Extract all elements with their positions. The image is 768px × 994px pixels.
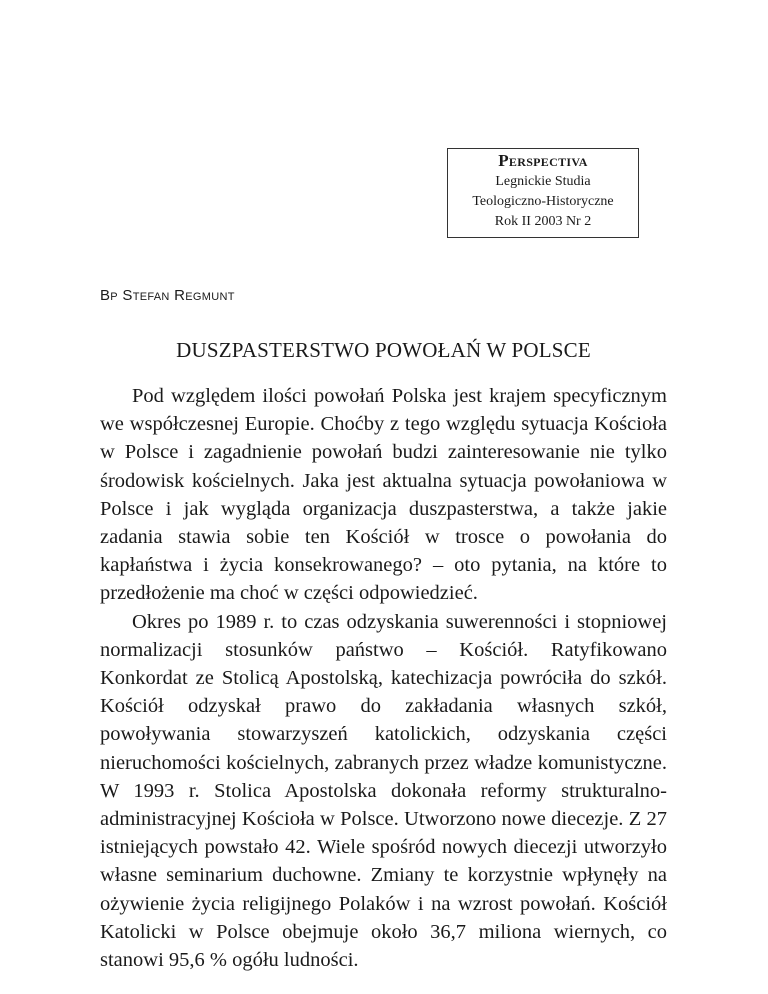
paragraph-2: Okres po 1989 r. to czas odzyskania suwerenności i stopniowej normalizacji stosunków państwo – Kościół. Ratyfikowano Konkordat ze Stolicą Apostolską, katechizacja powróciła do szkół. Kościół odzyskał prawo do zakładania własnych szkół, powoływania stowarzyszeń katolickich, odzyskania części nieruchomości kościelnych, zabranych przez władze komunistyczne. W 1993 r. Stolica Apostolska dokonała reformy strukturalno-administracyjnej Kościoła w Polsce. Utworzono nowe diecezje. Z 27 istniejących powstało 42. Wiele spośród nowych diecezji utworzyło własne seminarium duchowne. Zmiany te korzystnie wpłynęły na ożywienie życia religijnego Polaków i na wzrost powołań. Kościół Katolicki w Polsce obejmuje około 36,7 miliona wiernych, co stanowi 95,6 % ogółu ludności. [100, 610, 667, 972]
journal-issue: Rok II 2003 Nr 2 [494, 214, 592, 229]
journal-title: Perspectiva [498, 151, 588, 170]
journal-info-box [447, 148, 639, 238]
journal-subtitle-line1: Legnickie Studia [495, 174, 591, 189]
author-name: Bp Stefan Regmunt [100, 287, 235, 304]
paragraph-1: Pod względem ilości powołań Polska jest krajem specyficznym we współczesnej Europie. Choćby z tego względu sytuacja Kościoła w Polsce i zagadnienie powołań budzi zainteresowanie nie tylko środowisk kościelnych. Jaka jest aktualna sytuacja powołaniowa w Polsce i jak wygląda organizacja duszpasterstwa, a także jakie zadania stawia sobie ten Kościół w trosce o powołania do kapłaństwa i życia konsekrowanego? – oto pytania, na które to przedłożenie ma choć w części odpowiedzieć. [100, 385, 667, 605]
journal-subtitle-line2: Teologiczno-Historyczne [472, 194, 614, 209]
article-title: DUSZPASTERSTWO POWOŁAŃ W POLSCE [176, 338, 591, 362]
article-body [100, 382, 667, 974]
